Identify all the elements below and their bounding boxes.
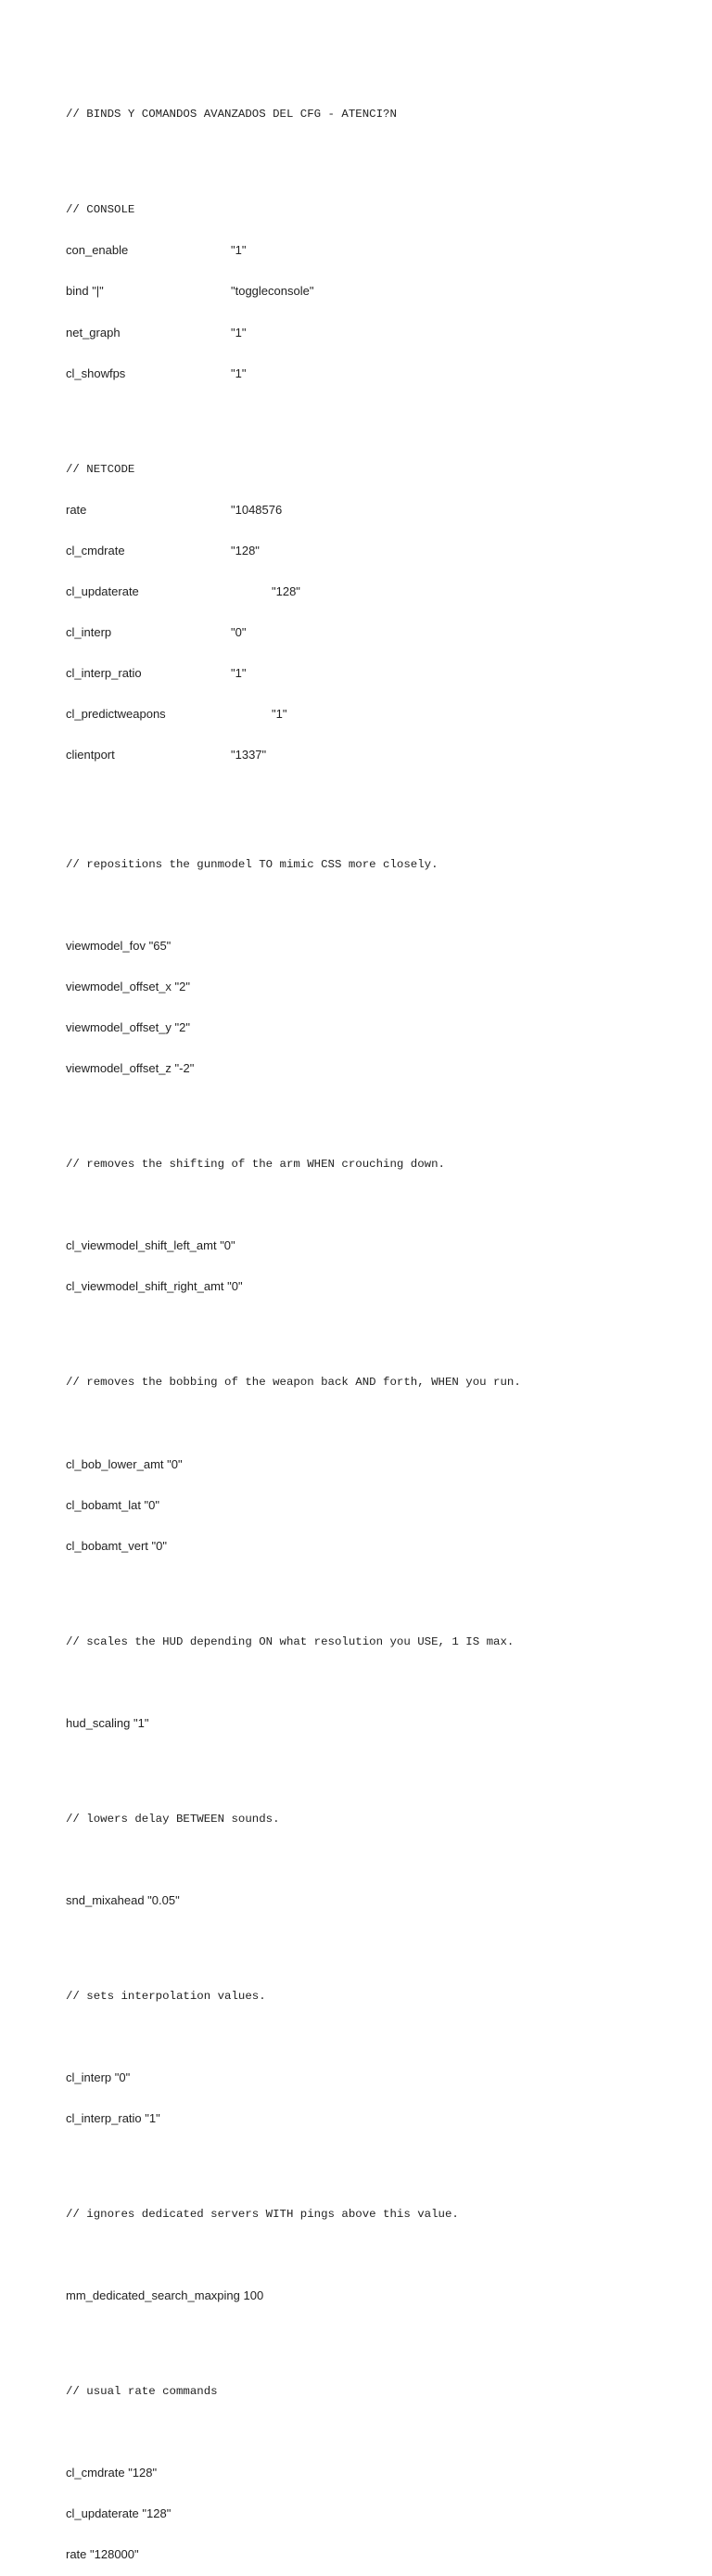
console-key: cl_showfps: [66, 365, 126, 380]
config-command: rate "128000": [66, 2547, 139, 2562]
config-command: cl_bobamt_lat "0": [66, 1497, 160, 1512]
config-command: hud_scaling "1": [66, 1715, 149, 1730]
spacer: [66, 2426, 696, 2440]
config-command: snd_mixahead "0.05": [66, 1892, 180, 1907]
netcode-key: rate: [66, 502, 87, 517]
config-command: viewmodel_offset_x "2": [66, 980, 191, 994]
spacer: [66, 899, 696, 913]
spacer: [66, 1935, 696, 1949]
config-command: viewmodel_offset_y "2": [66, 1020, 191, 1035]
config-command: cl_viewmodel_shift_left_amt "0": [66, 1238, 235, 1253]
console-row: [66, 285, 696, 299]
config-command: cl_updaterate "128": [66, 2506, 172, 2521]
spacer: [66, 2153, 696, 2167]
spacer: [66, 1322, 696, 1336]
netcode-row: [66, 626, 696, 640]
spacer: [66, 1198, 696, 1212]
config-document: [66, 81, 696, 2576]
netcode-heading: // NETCODE: [66, 462, 135, 476]
console-heading: // CONSOLE: [66, 203, 135, 217]
netcode-key: cl_interp_ratio: [66, 666, 142, 681]
netcode-value: "1": [272, 707, 287, 722]
netcode-row: [66, 545, 696, 558]
netcode-value: "0": [231, 624, 247, 639]
netcode-key: cl_interp: [66, 624, 112, 639]
section-comment: // scales the HUD depending ON what resolution you USE, 1 IS max.: [66, 1634, 515, 1648]
section-comment: // removes the bobbing of the weapon back AND forth, WHEN you run.: [66, 1376, 521, 1390]
console-value: "toggleconsole": [231, 284, 314, 299]
config-command: cl_interp_ratio "1": [66, 2111, 160, 2126]
section-comment: // repositions the gunmodel TO mimic CSS more closely.: [66, 857, 439, 871]
netcode-key: cl_updaterate: [66, 583, 139, 598]
netcode-key: clientport: [66, 748, 115, 763]
section-comment: // lowers delay BETWEEN sounds.: [66, 1812, 280, 1826]
spacer: [66, 149, 696, 163]
config-command: cl_viewmodel_shift_right_amt "0": [66, 1279, 243, 1294]
netcode-value: "128": [272, 583, 300, 598]
config-command: mm_dedicated_search_maxping 100: [66, 2288, 264, 2303]
console-value: "1": [231, 365, 247, 380]
spacer: [66, 789, 696, 816]
config-command: cl_cmdrate "128": [66, 2466, 158, 2480]
netcode-row: [66, 708, 696, 722]
config-command: cl_interp "0": [66, 2070, 131, 2084]
netcode-key: cl_predictweapons: [66, 707, 166, 722]
spacer: [66, 1103, 696, 1117]
spacer: [66, 1581, 696, 1595]
section-comment: // sets interpolation values.: [66, 1989, 266, 2003]
spacer: [66, 1416, 696, 1430]
netcode-value: "1337": [231, 748, 267, 763]
netcode-key: cl_cmdrate: [66, 543, 125, 557]
console-row: [66, 327, 696, 340]
console-row: [66, 244, 696, 258]
netcode-row: [66, 667, 696, 681]
spacer: [66, 408, 696, 422]
spacer: [66, 1758, 696, 1772]
section-comment: // removes the shifting of the arm WHEN crouching down.: [66, 1158, 445, 1172]
config-command: viewmodel_fov "65": [66, 939, 172, 953]
spacer: [66, 2249, 696, 2262]
netcode-row: [66, 504, 696, 518]
document-header: // BINDS Y COMANDOS AVANZADOS DEL CFG - ATENCI?N: [66, 108, 397, 122]
section-comment: // usual rate commands: [66, 2385, 218, 2399]
console-value: "1": [231, 325, 247, 340]
config-command: viewmodel_offset_z "-2": [66, 1061, 195, 1076]
config-command: cl_bob_lower_amt "0": [66, 1456, 183, 1471]
console-row: [66, 367, 696, 381]
spacer: [66, 1676, 696, 1690]
console-key: bind "|": [66, 284, 104, 299]
netcode-value: "1": [231, 666, 247, 681]
netcode-row: [66, 749, 696, 763]
spacer: [66, 2031, 696, 2044]
section-comment: // ignores dedicated servers WITH pings above this value.: [66, 2207, 459, 2221]
netcode-row: [66, 585, 696, 599]
console-key: net_graph: [66, 325, 121, 340]
netcode-value: "128": [231, 543, 260, 557]
netcode-value: "1048576: [231, 502, 283, 517]
console-key: con_enable: [66, 243, 129, 258]
spacer: [66, 1853, 696, 1867]
console-value: "1": [231, 243, 247, 258]
config-command: cl_bobamt_vert "0": [66, 1538, 167, 1553]
spacer: [66, 2330, 696, 2344]
